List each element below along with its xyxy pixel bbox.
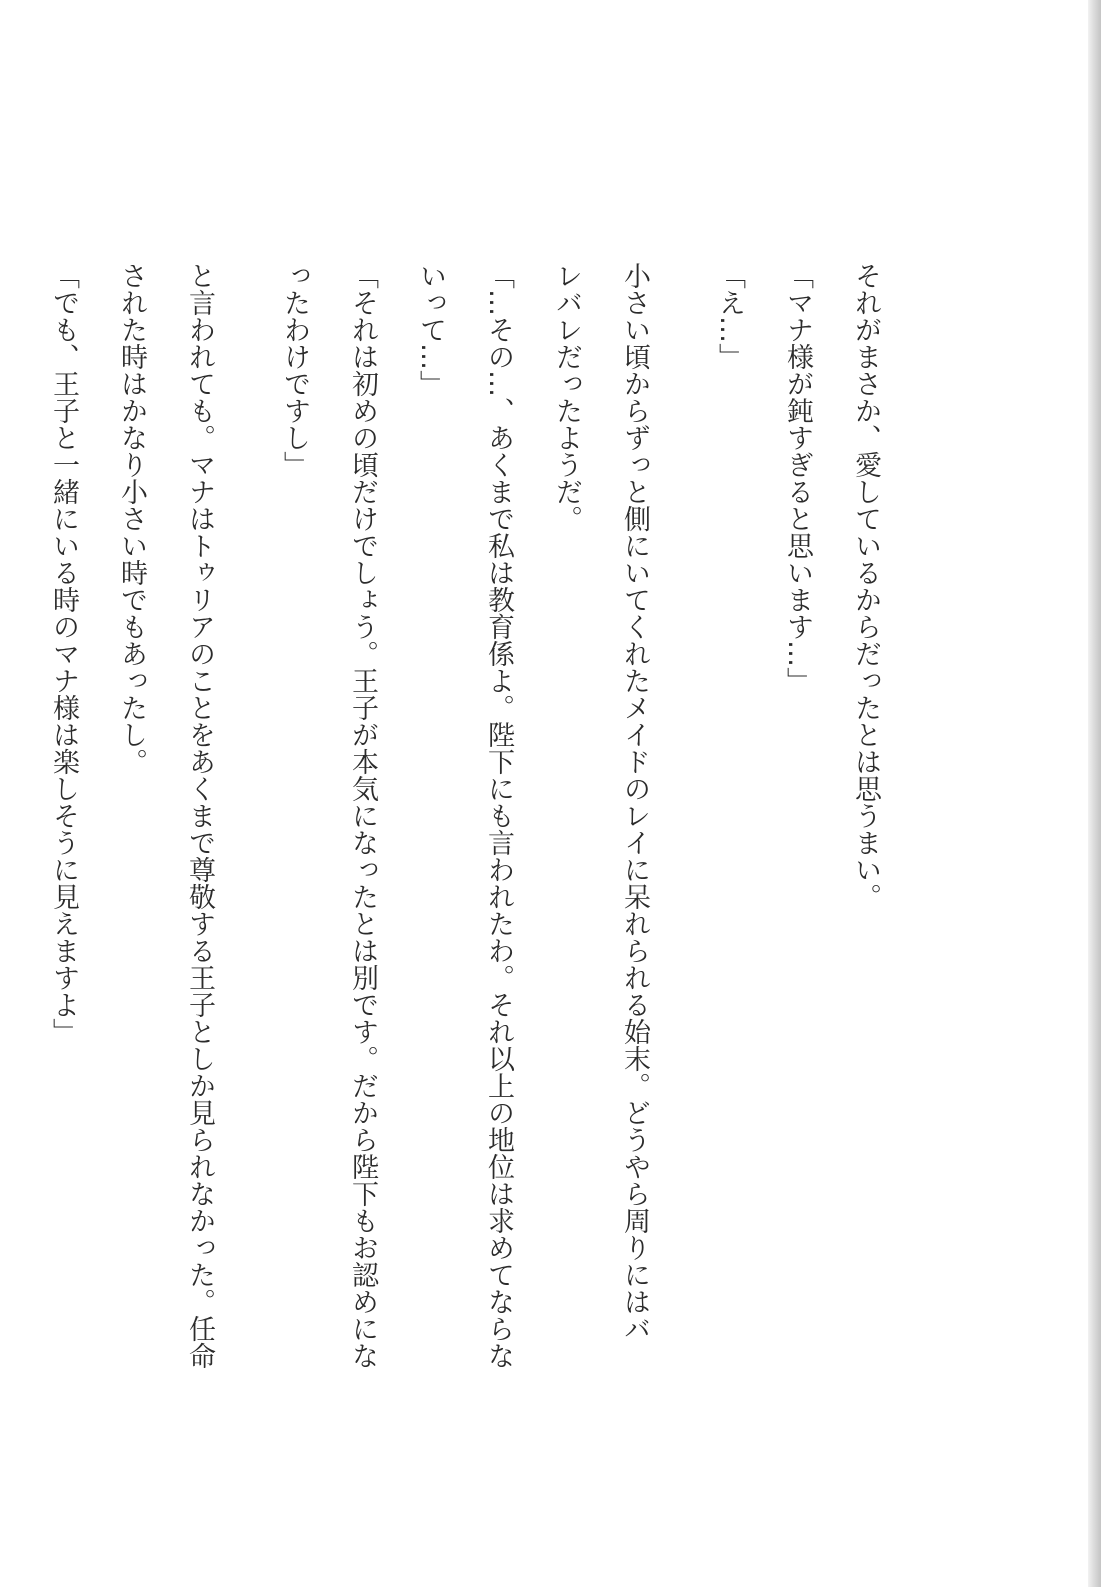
text-line: ったわけですし」 xyxy=(279,262,310,478)
text-line: いって…」 xyxy=(415,262,446,397)
text-line: レバレだったようだ。 xyxy=(551,262,582,532)
text-line: と言われても。マナはトゥリアのことをあくまで尊敬する王子としか見られなかった。任命 xyxy=(184,262,215,1369)
text-line: された時はかなり小さい時でもあったし。 xyxy=(116,262,147,775)
text-line: 「…その…、あくまで私は教育係よ。陛下にも言われたわ。それ以上の地位は求めてならな xyxy=(483,262,514,1369)
text-line: それがまさか、愛しているからだったとは思うまい。 xyxy=(850,262,881,910)
text-line: 小さい頃からずっと側にいてくれたメイドのレイに呆れられる始末。どうやら周りにはバ xyxy=(619,262,650,1342)
text-line: 「え…」 xyxy=(714,262,745,370)
text-line: 「でも、王子と一緒にいる時のマナ様は楽しそうに見えますよ」 xyxy=(48,262,79,1045)
text-line: 「マナ様が鈍すぎると思います…」 xyxy=(782,262,813,694)
page-edge-shadow xyxy=(1088,0,1101,1587)
vertical-text-body xyxy=(29,262,926,1382)
text-line: 「それは初めの頃だけでしょう。王子が本気になったとは別です。だから陛下もお認めにな xyxy=(347,262,378,1369)
